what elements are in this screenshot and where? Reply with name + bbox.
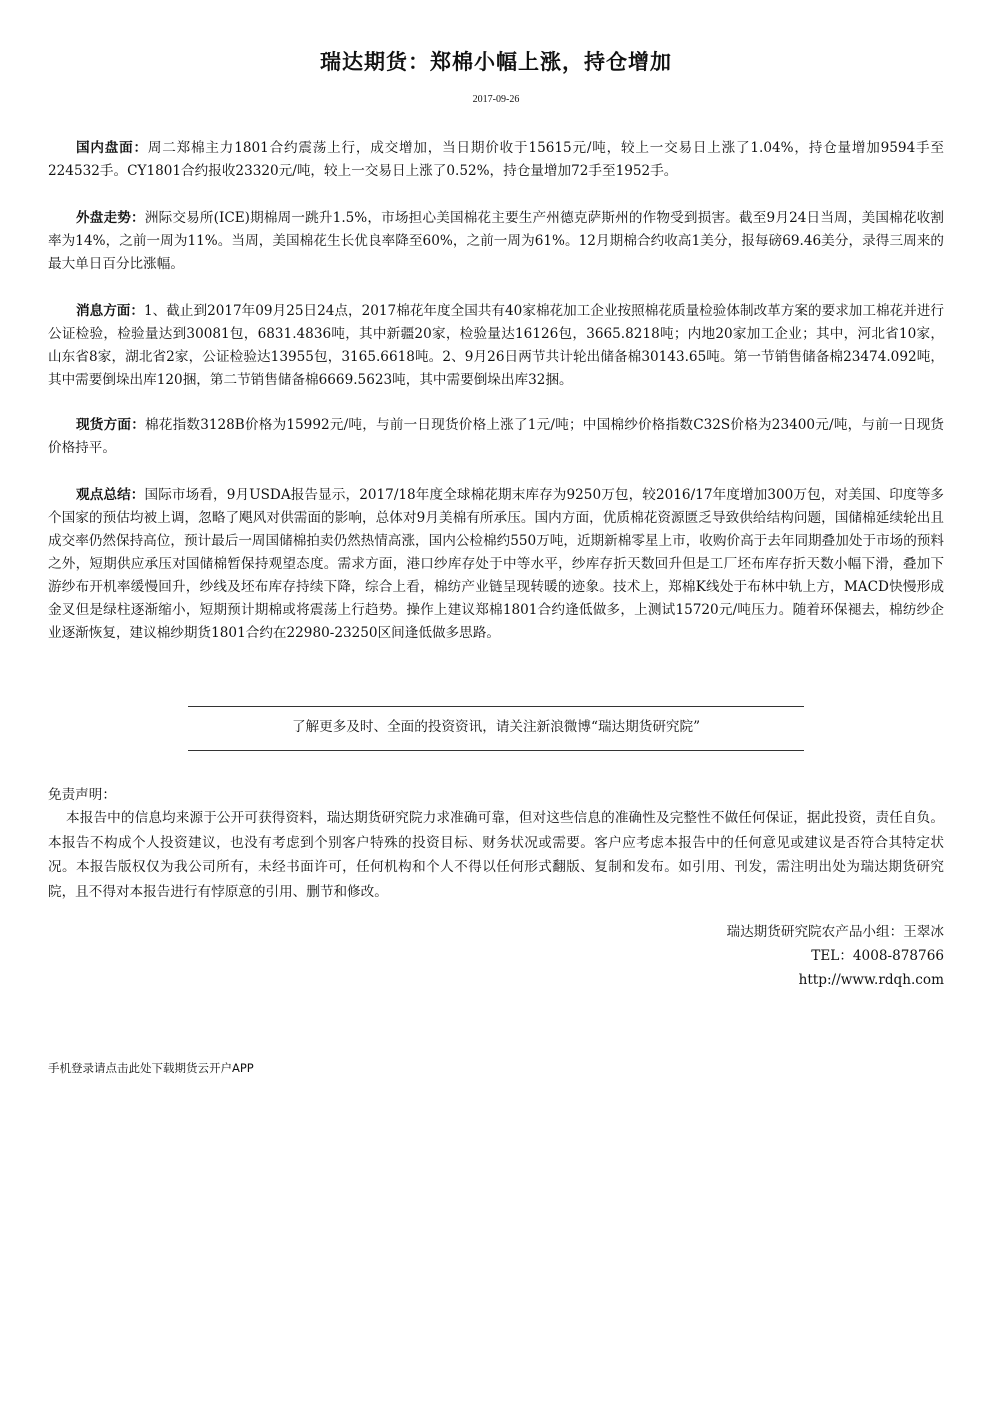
section-text: 国际市场看，9月USDA报告显示，2017/18年度全球棉花期末库存为9250万包，较2016/17年度增加300万包，对美国、印度等多个国家的预估均被上调，忽略了飓风对供需面的影响，总体对9月美棉有所承压。国内方面，优质棉花资源匮乏导致供给结构问题，国储棉延续轮出且成交率仍然保持高位，预计最后一周国储棉拍卖仍然热情高涨，国内公检棉约550万吨，近期新棉零星上市，收购价高于去年同期叠加处于市场的预料之外，短期供应承压对国储棉暂保持观望态度。需求方面，港口纱库存处于中等水平，纱库存折天数回升但是工厂坯布库存折天数小幅下滑，叠加下游纱布开机率缓慢回升，纱线及坯布库存持续下降，综合上看，棉纺产业链呈现转暖的迹象。技术上，郑棉K线处于布林中轨上方，MACD快慢形成金叉但是绿柱逐渐缩小，短期预计期棉或将震荡上行趋势。操作上建议郑棉1801合约逢低做多，上测试15720元/吨压力。随着环保褪去，棉纺纱企业逐渐恢复，建议棉纱期货1801合约在22980-23250区间逢低做多思路。	[48, 487, 944, 641]
app-download-link[interactable]: 手机登录请点击此处下载期货云开户APP	[48, 1061, 254, 1075]
phone-number: TEL：4008-878766	[811, 948, 944, 964]
website-link[interactable]: http://www.rdqh.com	[798, 972, 944, 988]
section-overseas-market	[48, 207, 944, 276]
section-label: 现货方面：	[76, 417, 145, 433]
section-text: 周二郑棉主力1801合约震荡上行，成交增加，当日期价收于15615元/吨，较上一交易日上涨了1.04%，持仓量增加9594手至224532手。CY1801合约报收23320元/吨，较上一交易日上涨了0.52%，持仓量增加72手至1952手。	[48, 140, 944, 179]
section-text: 洲际交易所(ICE)期棉周一跳升1.5%，市场担心美国棉花主要生产州德克萨斯州的作物受到损害。截至9月24日当周，美国棉花收割率为14%，之前一周为11%。当周，美国棉花生长优良率降至60%，之前一周为61%。12月期棉合约收高1美分，报每磅69.46美分，录得三周来的最大单日百分比涨幅。	[48, 210, 945, 272]
section-spot	[48, 414, 944, 460]
section-label: 观点总结：	[76, 487, 145, 503]
section-domestic-market	[48, 137, 944, 183]
section-label: 消息方面：	[76, 303, 145, 319]
section-text: 棉花指数3128B价格为15992元/吨，与前一日现货价格上涨了1元/吨；中国棉纱价格指数C32S价格为23400元/吨，与前一日现货价格持平。	[48, 417, 945, 456]
disclaimer-text: 本报告中的信息均来源于公开可获得资料，瑞达期货研究院力求准确可靠，但对这些信息的准确性及完整性不做任何保证，据此投资，责任自负。本报告不构成个人投资建议，也没有考虑到个别客户特殊的投资目标、财务状况或需要。客户应考虑本报告中的任何意见或建议是否符合其特定状况。本报告版权仅为我公司所有，未经书面许可，任何机构和个人不得以任何形式翻版、复制和发布。如引用、刊发，需注明出处为瑞达期货研究院，且不得对本报告进行有悖原意的引用、删节和修改。	[48, 810, 944, 900]
section-label: 外盘走势：	[76, 210, 145, 226]
divider-top	[188, 706, 804, 707]
section-label: 国内盘面：	[76, 140, 148, 156]
author-team: 瑞达期货研究院农产品小组：王翠冰	[726, 924, 944, 940]
report-title: 瑞达期货：郑棉小幅上涨，持仓增加	[320, 49, 672, 74]
divider-bottom	[188, 750, 804, 751]
report-date: 2017-09-26	[472, 94, 520, 105]
weibo-promo-text: 了解更多及时、全面的投资资讯，请关注新浪微博“瑞达期货研究院”	[291, 719, 701, 735]
section-text: 1、截止到2017年09月25日24点，2017棉花年度全国共有40家棉花加工企业按照棉花质量检验体制改革方案的要求加工棉花并进行公证检验，检验量达到30081包，6831.4836吨，其中新疆20家，检验量达16126包，3665.8218吨；内地20家加工企业；其中，河北省10家，山东省8家，湖北省2家，公证检验达13955包，3165.6618吨。2、9月26日两节共计轮出储备棉30143.65吨。第一节销售储备棉23474.092吨，其中需要倒垛出库120捆，第二节销售储备棉6669.5623吨，其中需要倒垛出库32捆。	[48, 303, 944, 388]
section-summary	[48, 484, 944, 645]
section-news	[48, 300, 944, 392]
disclaimer-heading: 免责声明：	[48, 787, 116, 803]
